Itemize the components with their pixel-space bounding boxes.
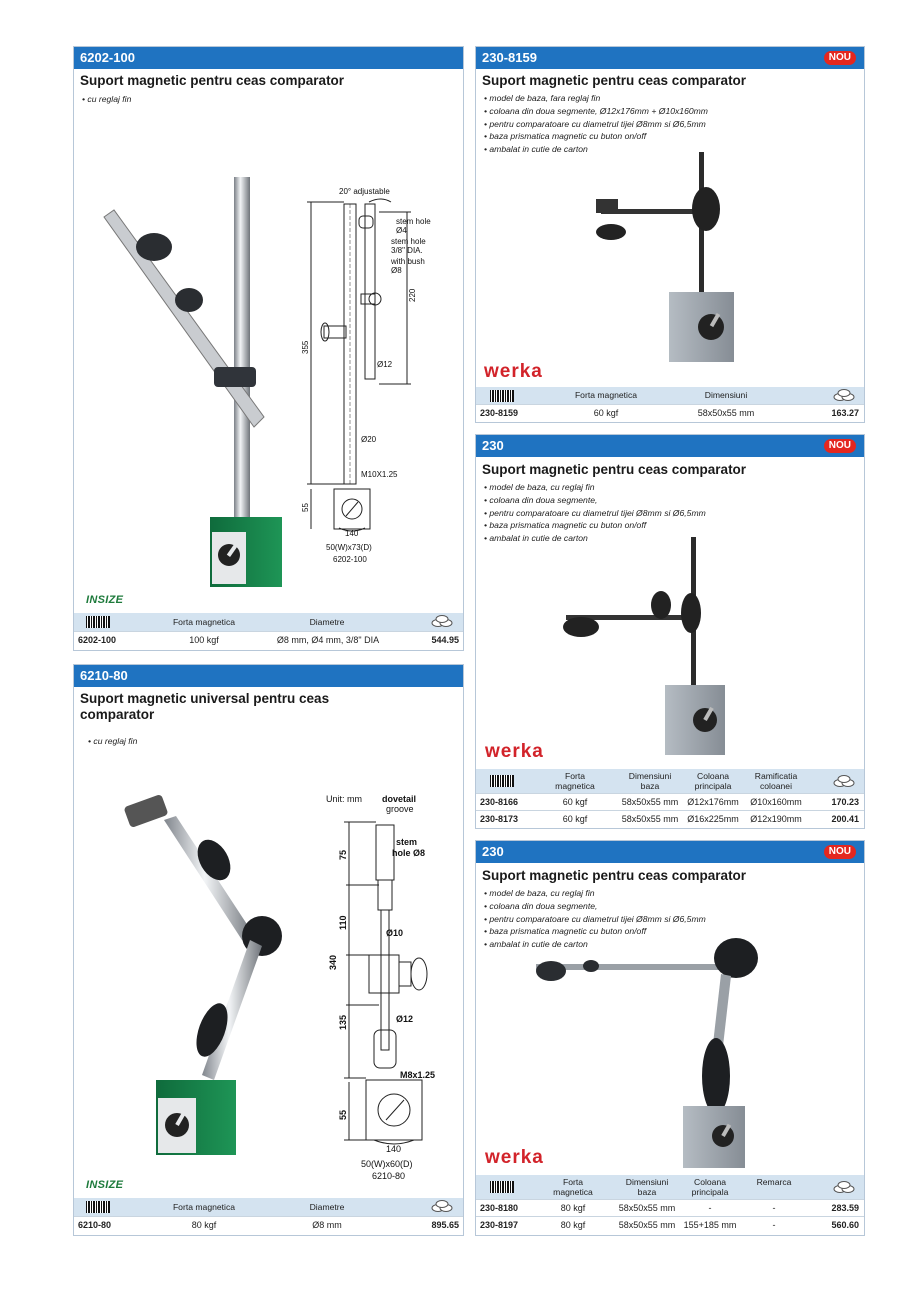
drawing-label: 20° adjustable (339, 187, 390, 196)
price-cell: 163.27 (831, 408, 859, 418)
header-line: principala (691, 1187, 729, 1197)
table-row (476, 793, 864, 810)
feature-item: • pentru comparatoare cu diametrul tijei Ø8mm si Ø6,5mm (484, 507, 706, 520)
barcode-icon (490, 1181, 514, 1193)
feature-item: • model de baza, cu reglaj fin (484, 481, 706, 494)
column-cell: Ø12x176mm (687, 797, 739, 807)
product-code-cell: 230-8166 (480, 797, 519, 807)
product-image (114, 780, 334, 1170)
drawing-label: Unit: mm (326, 794, 362, 804)
header-line: principala (694, 781, 732, 791)
feature-item: • cu reglaj fin (88, 735, 137, 748)
barcode-icon (86, 616, 110, 628)
drawing-label: 55 (301, 503, 310, 512)
feature-item: • baza prismatica magnetic cu buton on/off (484, 925, 706, 938)
column-header: Dimensiuni (704, 390, 748, 400)
card-header (74, 47, 463, 69)
product-image (561, 535, 741, 760)
barcode-icon (490, 775, 514, 787)
new-badge: NOU (824, 439, 856, 453)
column-header (542, 1177, 604, 1197)
branch-cell: Ø10x160mm (750, 797, 802, 807)
drawing-label: Ø12 (377, 360, 393, 369)
product-title: Suport magnetic pentru ceas comparator (80, 73, 345, 88)
header-line: Coloana (693, 1177, 726, 1187)
werka-logo: werka (484, 361, 543, 382)
force-cell: 100 kgf (189, 635, 219, 645)
feature-item: • ambalat in cutie de carton (484, 532, 706, 545)
price-coins-icon (832, 388, 856, 402)
table-header (476, 1175, 864, 1199)
table-row (74, 1216, 463, 1233)
insize-logo: INSIZE (86, 594, 124, 606)
werka-logo: werka (485, 1147, 544, 1168)
column-header (616, 1177, 678, 1197)
card-header (476, 841, 864, 863)
new-badge: NOU (824, 51, 856, 65)
force-cell: 80 kgf (191, 1220, 217, 1230)
drawing-label: M10X1.25 (361, 470, 398, 479)
price-table (476, 387, 864, 421)
drawing-label: 355 (301, 340, 310, 354)
drawing-label: 50(W)x60(D) (361, 1159, 413, 1169)
header-line: magnetica (553, 1187, 593, 1197)
header-line: Forta (562, 1177, 584, 1187)
force-cell: 60 kgf (562, 814, 588, 824)
column-header (744, 1177, 804, 1187)
feature-list (82, 93, 131, 106)
header-line: Forta (564, 771, 586, 781)
dims-cell: 58x50x55 mm (621, 797, 679, 807)
new-badge: NOU (824, 845, 856, 859)
header-line: Ramificatia (754, 771, 798, 781)
drawing-label: stem (396, 837, 418, 847)
product-card-230-b (475, 840, 865, 1236)
feature-item: • model de baza, fara reglaj fin (484, 92, 708, 105)
product-code-cell: 6210-80 (78, 1220, 112, 1230)
remark-cell: - (772, 1203, 776, 1213)
header-line: baza (640, 781, 660, 791)
product-title-line: Suport magnetic universal pentru ceas (80, 691, 330, 706)
product-title-line: comparator (80, 707, 155, 722)
price-cell: 895.65 (431, 1220, 459, 1230)
product-card-230-8159 (475, 46, 865, 423)
dims-cell: 58x50x55 mm (697, 408, 755, 418)
header-line: Dimensiuni (628, 771, 672, 781)
product-title: Suport magnetic pentru ceas comparator (482, 462, 747, 477)
force-cell: 80 kgf (560, 1203, 586, 1213)
column-cell: Ø16x225mm (687, 814, 739, 824)
barcode-icon (86, 1201, 110, 1213)
product-code-cell: 6202-100 (78, 635, 117, 645)
product-title: Suport magnetic pentru ceas comparator (482, 868, 747, 883)
price-table (74, 1198, 463, 1233)
product-code: 230-8159 (482, 50, 537, 65)
column-header: Forta magnetica (172, 1202, 236, 1212)
price-table (476, 769, 864, 827)
drawing-label: with bush (391, 257, 425, 266)
column-header: Diametre (309, 617, 345, 627)
drawing-label: 135 (338, 1014, 348, 1030)
feature-item: • cu reglaj fin (82, 93, 131, 106)
product-image (581, 147, 751, 367)
header-line: Dimensiuni (625, 1177, 669, 1187)
remark-cell: - (772, 1220, 776, 1230)
column-header: Diametre (309, 1202, 345, 1212)
product-code-cell: 230-8159 (480, 408, 519, 418)
product-card-6202-100 (73, 46, 464, 651)
table-row (476, 810, 864, 827)
dims-cell: Ø8 mm (312, 1220, 342, 1230)
column-header: Forta magnetica (574, 390, 638, 400)
column-header (681, 1177, 739, 1197)
product-image (531, 936, 771, 1171)
column-cell: 155+185 mm (683, 1220, 737, 1230)
drawing-label: Ø4 (396, 226, 407, 235)
header-line: magnetica (555, 781, 595, 791)
drawing-label: Ø20 (361, 435, 377, 444)
price-coins-icon (832, 774, 856, 788)
drawing-label: dovetail (382, 794, 417, 804)
table-row (476, 404, 864, 421)
product-code-cell: 230-8180 (480, 1203, 519, 1213)
price-table (74, 613, 463, 648)
werka-logo: werka (485, 741, 544, 762)
table-row (476, 1199, 864, 1216)
feature-item: • ambalat in cutie de carton (484, 143, 708, 156)
dims-cell: 58x50x55 mm (621, 814, 679, 824)
product-code: 230 (482, 438, 504, 453)
price-cell: 283.59 (831, 1203, 859, 1213)
product-image (94, 172, 294, 592)
drawing-label: 140 (386, 1144, 402, 1154)
card-header (476, 435, 864, 457)
drawing-label: 50(W)x73(D) (326, 543, 372, 552)
column-header (746, 771, 806, 791)
card-header (476, 47, 864, 69)
drawing-label: hole Ø8 (392, 848, 426, 858)
card-header (74, 665, 463, 687)
product-title: Suport magnetic pentru ceas comparator (482, 73, 747, 88)
product-code-cell: 230-8197 (480, 1220, 519, 1230)
price-table (476, 1175, 864, 1233)
drawing-label: 140 (345, 529, 359, 538)
dims-cell: Ø8 mm, Ø4 mm, 3/8" DIA (276, 635, 380, 645)
column-header (684, 771, 742, 791)
dims-cell: 58x50x55 mm (618, 1203, 676, 1213)
price-cell: 200.41 (831, 814, 859, 824)
feature-item: • model de baza, cu reglaj fin (484, 887, 706, 900)
feature-item: • baza prismatica magnetic cu buton on/off (484, 130, 708, 143)
drawing-label: 6202-100 (333, 555, 367, 564)
feature-item: • coloana din doua segmente, (484, 494, 706, 507)
drawing-label: Ø12 (396, 1014, 414, 1024)
force-cell: 80 kgf (560, 1220, 586, 1230)
column-header (544, 771, 606, 791)
product-card-230-a (475, 434, 865, 829)
product-code: 230 (482, 844, 504, 859)
feature-item: • pentru comparatoare cu diametrul tijei Ø8mm si Ø6,5mm (484, 913, 706, 926)
drawing-label: 340 (328, 954, 338, 970)
table-header (476, 387, 864, 404)
drawing-label: Ø8 (391, 266, 402, 275)
price-cell: 560.60 (831, 1220, 859, 1230)
header-line: Remarca (756, 1177, 792, 1187)
drawing-label: 75 (338, 849, 348, 860)
price-coins-icon (430, 614, 454, 628)
table-row (476, 1216, 864, 1233)
product-code: 6202-100 (80, 50, 135, 65)
feature-item: • ambalat in cutie de carton (484, 938, 706, 951)
feature-item: • pentru comparatoare cu diametrul tijei Ø8mm si Ø6,5mm (484, 118, 708, 131)
price-cell: 170.23 (831, 797, 859, 807)
price-coins-icon (430, 1199, 454, 1213)
feature-item: • coloana din doua segmente, Ø12x176mm + Ø10x160mm (484, 105, 708, 118)
header-line: baza (637, 1187, 657, 1197)
drawing-label: 55 (338, 1109, 348, 1120)
table-header (74, 613, 463, 631)
drawing-label: 3/8" DIA. (391, 246, 423, 255)
feature-list (88, 735, 137, 748)
header-line: coloanei (759, 781, 792, 791)
drawing-label: 110 (338, 915, 348, 930)
barcode-icon (490, 390, 514, 402)
price-cell: 544.95 (431, 635, 459, 645)
table-row (74, 631, 463, 648)
force-cell: 60 kgf (562, 797, 588, 807)
drawing-label: stem hole (391, 237, 426, 246)
feature-item: • baza prismatica magnetic cu buton on/off (484, 519, 706, 532)
table-header (74, 1198, 463, 1216)
price-coins-icon (832, 1180, 856, 1194)
header-line: Coloana (696, 771, 729, 781)
drawing-label: 220 (408, 288, 417, 302)
product-code-cell: 230-8173 (480, 814, 519, 824)
column-cell: - (708, 1203, 712, 1213)
drawing-label: groove (386, 804, 414, 814)
dims-cell: 58x50x55 mm (618, 1220, 676, 1230)
insize-logo: INSIZE (86, 1179, 124, 1191)
drawing-label: 6210-80 (372, 1171, 406, 1181)
technical-drawing (324, 790, 459, 1190)
branch-cell: Ø12x190mm (750, 814, 802, 824)
technical-drawing (299, 184, 459, 569)
drawing-label: Ø10 (386, 928, 404, 938)
force-cell: 60 kgf (593, 408, 619, 418)
column-header: Forta magnetica (172, 617, 236, 627)
table-header (476, 769, 864, 793)
product-title (80, 691, 329, 723)
product-code: 6210-80 (80, 668, 128, 683)
drawing-label: stem hole (396, 217, 431, 226)
column-header (619, 771, 681, 791)
feature-item: • coloana din doua segmente, (484, 900, 706, 913)
drawing-label: M8x1.25 (400, 1070, 436, 1080)
product-card-6210-80 (73, 664, 464, 1236)
